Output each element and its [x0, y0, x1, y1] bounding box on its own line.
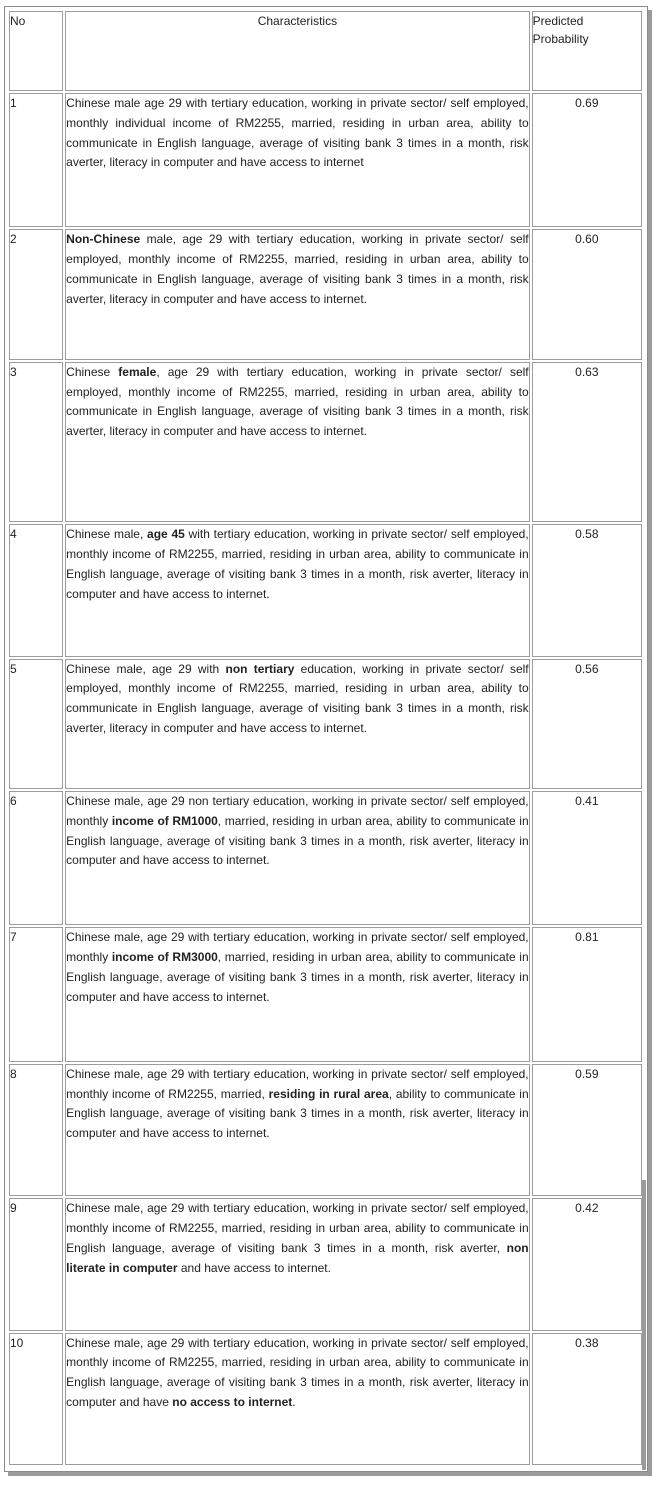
header-probability-line1: Predicted — [532, 14, 584, 28]
row-number: 2 — [9, 229, 63, 359]
row-number: 7 — [9, 927, 63, 1061]
table-row — [9, 229, 642, 359]
characteristic-text: . — [292, 1394, 296, 1409]
row-characteristics — [65, 93, 529, 227]
characteristic-text: Chinese male, age 29 with tertiary education, working in private sector/ self employed, monthly income of RM2255, married, residing in urban area, ability to communicate in English language, average of visiting bank 3 times in a month, risk averter, — [66, 1201, 529, 1255]
row-characteristics — [65, 659, 529, 789]
row-number: 6 — [9, 791, 63, 925]
characteristic-text: Chinese — [66, 364, 119, 379]
highlighted-characteristic: non tertiary — [225, 661, 295, 676]
row-characteristics — [65, 362, 529, 522]
characteristic-text: Chinese male, age 29 non tertiary education, working in private sector/ self employed, monthly — [66, 794, 529, 828]
characteristic-text: with tertiary education, working in private sector/ self employed, monthly income of RM2255, married, residing in urban area, ability to communicate in English language, average of visiting bank 3 times in a month, risk averter, literacy in computer and have access to internet. — [66, 527, 529, 601]
highlighted-characteristic: Non-Chinese — [66, 232, 141, 247]
row-number: 9 — [9, 1198, 63, 1330]
highlighted-characteristic: age 45 — [147, 527, 185, 542]
highlighted-characteristic: income of RM3000 — [111, 950, 218, 965]
row-probability: 0.56 — [532, 659, 642, 789]
table-row — [9, 1198, 642, 1330]
row-number: 3 — [9, 362, 63, 522]
characteristic-text: , age 29 with tertiary education, working in private sector/ self employed, monthly income of RM2255, married, residing in urban area, ability to communicate in English language, average of visiting bank 3 times in a month, risk averter, literacy in computer and have access to internet. — [66, 364, 529, 439]
characteristic-text: Chinese male, — [66, 527, 148, 542]
table-row — [9, 93, 642, 227]
table-row — [9, 1064, 642, 1196]
table-row — [9, 524, 642, 656]
row-number: 5 — [9, 659, 63, 789]
highlighted-characteristic: income of RM1000 — [111, 813, 218, 828]
row-characteristics — [65, 229, 529, 359]
highlighted-characteristic: non literate in computer — [66, 1240, 529, 1275]
row-probability: 0.42 — [532, 1198, 642, 1330]
row-number: 4 — [9, 524, 63, 656]
table-row — [9, 791, 642, 925]
probability-table — [7, 9, 644, 1467]
characteristic-text: Chinese male, age 29 with — [66, 661, 226, 676]
header-no: No — [9, 11, 63, 91]
row-probability: 0.81 — [532, 927, 642, 1061]
characteristic-text: Chinese male, age 29 with tertiary education, working in private sector/ self employed, monthly income of RM2255, married, residing in urban area, ability to communicate in English language, average of visiting bank 3 times in a month, risk averter, literacy in computer and have — [66, 1335, 529, 1409]
highlighted-characteristic: residing in rural area — [268, 1086, 389, 1101]
characteristic-text: Chinese male age 29 with tertiary education, working in private sector/ self employed, monthly individual income of RM2255, married, residing in urban area, ability to communicate in English language, average of visiting bank 3 times in a month, risk averter, literacy in computer and have access to internet — [66, 96, 529, 170]
table-row — [9, 659, 642, 789]
row-characteristics — [65, 1064, 529, 1196]
table-row — [9, 1333, 642, 1465]
row-characteristics — [65, 927, 529, 1061]
table-frame — [4, 6, 648, 1472]
table-row — [9, 927, 642, 1061]
row-number: 8 — [9, 1064, 63, 1196]
frame-shadow-step — [642, 1180, 646, 1470]
row-probability: 0.63 — [532, 362, 642, 522]
highlighted-characteristic: female — [118, 364, 157, 379]
row-characteristics — [65, 791, 529, 925]
characteristic-text: Chinese male, age 29 with tertiary education, working in private sector/ self employed, monthly — [66, 930, 529, 965]
header-characteristics: Characteristics — [65, 11, 529, 91]
characteristic-text: , married, residing in urban area, ability to communicate in English language, average of visiting bank 3 times in a month, risk averter, literacy in computer and have access to internet. — [66, 813, 529, 868]
row-number: 1 — [9, 93, 63, 227]
row-probability: 0.41 — [532, 791, 642, 925]
row-probability: 0.69 — [532, 93, 642, 227]
header-row — [9, 11, 642, 91]
header-probability — [532, 11, 642, 91]
table-body — [9, 93, 642, 1465]
table-row — [9, 362, 642, 522]
row-probability: 0.58 — [532, 524, 642, 656]
characteristic-text: male, age 29 with tertiary education, working in private sector/ self employed, monthly income of RM2255, married, residing in urban area, ability to communicate in English language, average of visiting bank 3 times in a month, risk averter, literacy in computer and have access to internet. — [66, 232, 529, 306]
highlighted-characteristic: no access to internet — [172, 1394, 293, 1409]
row-characteristics — [65, 1198, 529, 1330]
characteristic-text: and have access to internet. — [177, 1260, 331, 1275]
header-probability-line2: Probability — [532, 32, 589, 46]
characteristic-text: , ability to communicate in English language, average of visiting bank 3 times in a month, risk averter, literacy in computer and have access to internet. — [66, 1086, 529, 1141]
characteristic-text: Chinese male, age 29 with tertiary education, working in private sector/ self employed, monthly income of RM2255, married, — [66, 1066, 529, 1101]
row-characteristics — [65, 1333, 529, 1465]
row-probability: 0.38 — [532, 1333, 642, 1465]
row-probability: 0.59 — [532, 1064, 642, 1196]
characteristic-text: , married, residing in urban area, ability to communicate in English language, average of visiting bank 3 times in a month, risk averter, literacy in computer and have access to internet. — [66, 950, 529, 1004]
characteristic-text: education, working in private sector/ self employed, monthly income of RM2255, married, residing in urban area, ability to communicate in English language, average of visiting bank 3 times in a month, risk averter, literacy in computer and have access to internet. — [66, 661, 529, 736]
row-probability: 0.60 — [532, 229, 642, 359]
row-characteristics — [65, 524, 529, 656]
row-number: 10 — [9, 1333, 63, 1465]
